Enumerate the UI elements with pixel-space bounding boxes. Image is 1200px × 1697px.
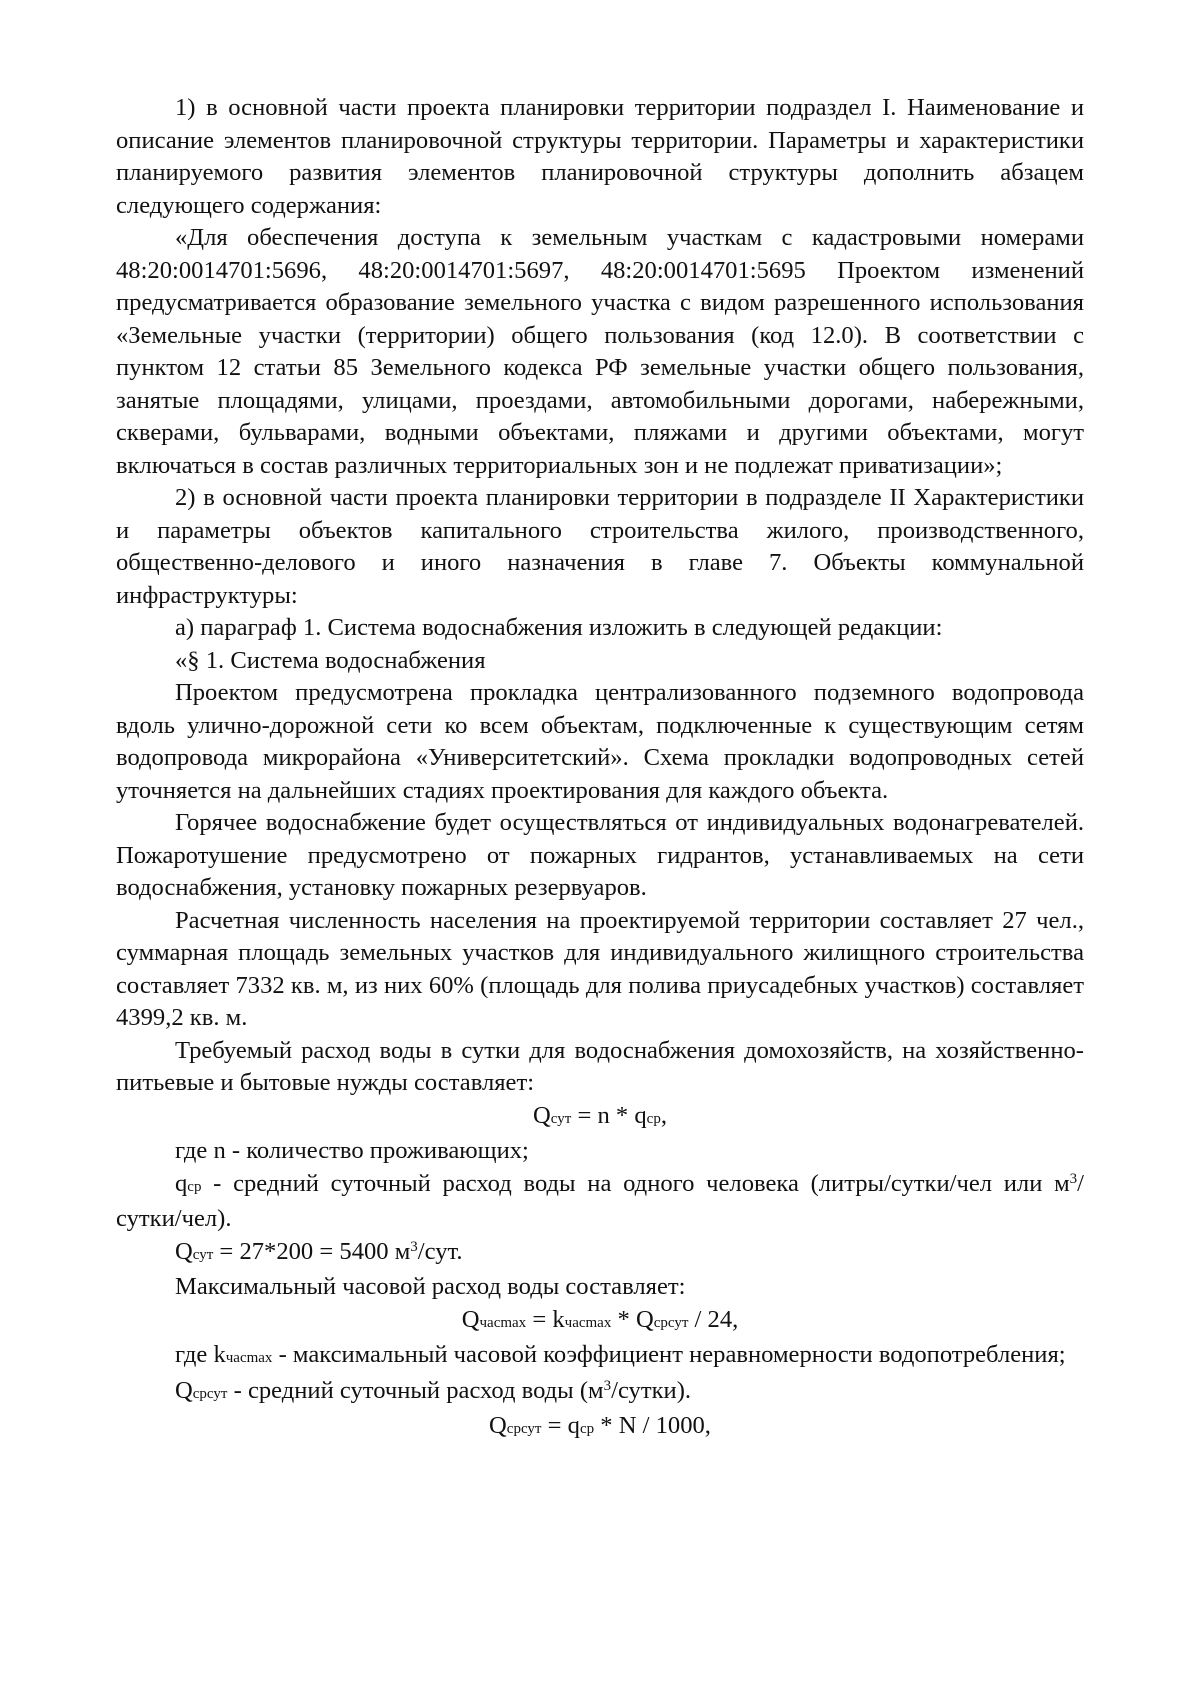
where-qsrsut-line: Qсрсут - средний суточный расход воды $(м^3/сутки)$. bbox=[175, 1376, 692, 1404]
where-q-line: qср - средний суточный расход воды на одного человека (литры/сутки/чел или $м^3/сутки/чел$). bbox=[116, 1169, 1084, 1232]
where-k-line: где kчасmax - максимальный часовой коэффициент неравномерности водопотребления; bbox=[175, 1341, 1066, 1368]
paragraph-10: Максимальный часовой расход воды составляет: bbox=[175, 1273, 686, 1300]
paragraph-1: 1) в основной части проекта планировки территории подраздел I. Наименование и описание элементов планировочной структуры территории. Параметры и характеристики планируемого развития элементов планировочной структуры дополнить абзацем следующего содержания: bbox=[116, 94, 1084, 219]
formula-hourly-max: Qчасmax = kчасmax * Qсрсут / 24, bbox=[461, 1305, 739, 1333]
paragraph-9: Требуемый расход воды в сутки для водоснабжения домохозяйств, на хозяйственно-питьевые и бытовые нужды составляет: bbox=[116, 1036, 1084, 1096]
formula-daily-consumption: Qсут = n * qср, bbox=[533, 1101, 667, 1129]
where-n-line: где n - количество проживающих; bbox=[175, 1137, 529, 1164]
paragraph-8: Расчетная численность населения на проектируемой территории составляет 27 чел., суммарная площадь земельных участков для индивидуального жилищного строительства составляет 7332 кв. м, из них 60% (площадь для полива приусадебных участков) составляет 4399,2 кв. м. bbox=[116, 906, 1084, 1031]
paragraph-4: а) параграф 1. Система водоснабжения изложить в следующей редакции: bbox=[175, 614, 943, 641]
paragraph-2: «Для обеспечения доступа к земельным участкам с кадастровыми номерами 48:20:0014701:5696, 48:20:0014701:5697, 48:20:0014701:5695 Проектом изменений предусматривается образование земельного участка с видом разрешенного использования «Земельные участки (территории) общего пользования (код 12.0). В соответствии с пунктом 12 статьи 85 Земельного кодекса РФ земельные участки общего пользования, занятые площадями, улицами, проездами, автомобильными дорогами, набережными, скверами, бульварами, водными объектами, пляжами и другими объектами, могут включаться в состав различных территориальных зон и не подлежат приватизации»; bbox=[116, 224, 1084, 479]
formula-average-daily: Qсрсут = qср * N / 1000, bbox=[489, 1412, 711, 1439]
document-page bbox=[116, 92, 1084, 1446]
paragraph-7: Горячее водоснабжение будет осуществляться от индивидуальных водонагревателей. Пожаротушение предусмотрено от пожарных гидрантов, устанавливаемых на сети водоснабжения, установку пожарных резервуаров. bbox=[116, 809, 1084, 901]
paragraph-3: 2) в основной части проекта планировки территории в подразделе II Характеристики и параметры объектов капитального строительства жилого, производственного, общественно-делового и иного назначения в главе 7. Объекты коммунальной инфраструктуры: bbox=[116, 484, 1084, 609]
formula-daily-value: Qсут = 27*200 = 5400 $м^3$/сут. bbox=[175, 1237, 463, 1265]
section-heading: «§ 1. Система водоснабжения bbox=[175, 646, 486, 674]
paragraph-6: Проектом предусмотрена прокладка централизованного подземного водопровода вдоль улично-дорожной сети ко всем объектам, подключенные к существующим сетям водопровода микрорайона «Университетский». Схема прокладки водопроводных сетей уточняется на дальнейших стадиях проектирования для каждого объекта. bbox=[116, 679, 1084, 804]
